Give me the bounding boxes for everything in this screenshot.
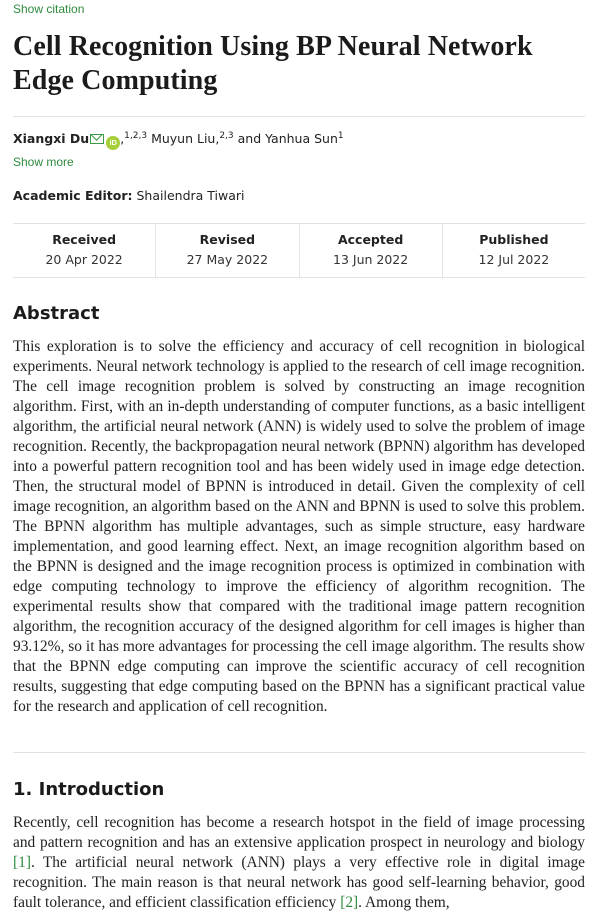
- author-name[interactable]: Muyun Liu,: [151, 131, 220, 146]
- date-accepted: [299, 224, 442, 277]
- date-label: Published: [479, 232, 549, 247]
- reference-link[interactable]: [1]: [13, 854, 31, 871]
- show-citation-link[interactable]: Show citation: [13, 2, 85, 16]
- intro-text-part: . Among them,: [358, 894, 450, 911]
- divider: [13, 752, 585, 753]
- abstract-text: This exploration is to solve the efficiency and accuracy of cell recognition in biological experiments. Neural network technology is applied to the research of cell image recognition. The cell image recognition problem is solved by constructing an image recognition algorithm. First, with an in-depth understanding of computer functions, as a basic intelligent algorithm, the artificial neural network (ANN) is widely used to solve the problem of image recognition. Recently, the backpropagation neural network (BPNN) algorithm has developed into a powerful pattern recognition tool and has been widely used in image edge detection. Then, the structural model of BPNN is introduced in detail. Given the complexity of cell image recognition, an algorithm based on the ANN and BPNN is used to solve this problem. The BPNN algorithm has multiple advantages, such as simple structure, easy hardware implementation, and good learning effect. Next, an image recognition algorithm based on the BPNN is designed and the image recognition process is optimized in combination with edge computing technology to improve the efficiency of algorithm recognition. The experimental results show that compared with the traditional image pattern recognition algorithm, the recognition accuracy of the designed algorithm for cell images is higher than 93.12%, so it has more advantages for processing the cell image algorithm. The results show that the BPNN edge computing can improve the scientific accuracy of cell recognition results, suggesting that edge computing based on the BPNN has a significant practical value for the research and application of cell recognition.: [13, 338, 585, 715]
- date-received: [13, 224, 155, 277]
- academic-editor-label: Academic Editor:: [13, 188, 133, 203]
- author-separator: ,: [120, 131, 125, 146]
- date-value: 20 Apr 2022: [45, 252, 123, 267]
- date-label: Received: [52, 232, 117, 247]
- intro-text-part: . The artificial neural network (ANN) plays a very effective role in digital image recognition. The main reason is that neural network has good self-learning behavior, good fault tolerance, and efficient classification efficiency: [13, 854, 585, 911]
- abstract-heading: Abstract: [13, 303, 100, 324]
- date-label: Accepted: [337, 232, 404, 247]
- author-affiliation: 2,3: [219, 131, 234, 141]
- date-label: Revised: [199, 232, 256, 247]
- orcid-icon[interactable]: iD: [106, 136, 120, 150]
- author-list: [13, 131, 344, 150]
- author-affiliation: 1: [337, 131, 344, 141]
- academic-editor: [13, 188, 245, 203]
- date-revised: [155, 224, 298, 277]
- intro-text-part: Recently, cell recognition has become a research hotspot in the field of image processing and pattern recognition and has an extensive application prospect in neurology and biology: [13, 814, 585, 851]
- email-icon[interactable]: [90, 134, 104, 144]
- introduction-heading: 1. Introduction: [13, 779, 165, 800]
- author-affiliation: 1,2,3: [124, 131, 148, 141]
- reference-link[interactable]: [2]: [340, 894, 359, 911]
- date-value: 12 Jul 2022: [478, 252, 550, 267]
- author-separator: and: [233, 131, 262, 146]
- divider: [13, 116, 585, 117]
- publication-dates: [13, 223, 585, 278]
- show-more-link[interactable]: Show more: [13, 155, 74, 169]
- academic-editor-name: Shailendra Tiwari: [136, 188, 245, 203]
- article-title: Cell Recognition Using BP Neural Network Edge Computing: [13, 31, 533, 96]
- date-value: 27 May 2022: [186, 252, 269, 267]
- introduction-text: [13, 813, 585, 913]
- author-name[interactable]: Xiangxi Du: [13, 131, 90, 146]
- date-published: [442, 224, 585, 277]
- date-value: 13 Jun 2022: [333, 252, 409, 267]
- author-name[interactable]: Yanhua Sun: [265, 131, 338, 146]
